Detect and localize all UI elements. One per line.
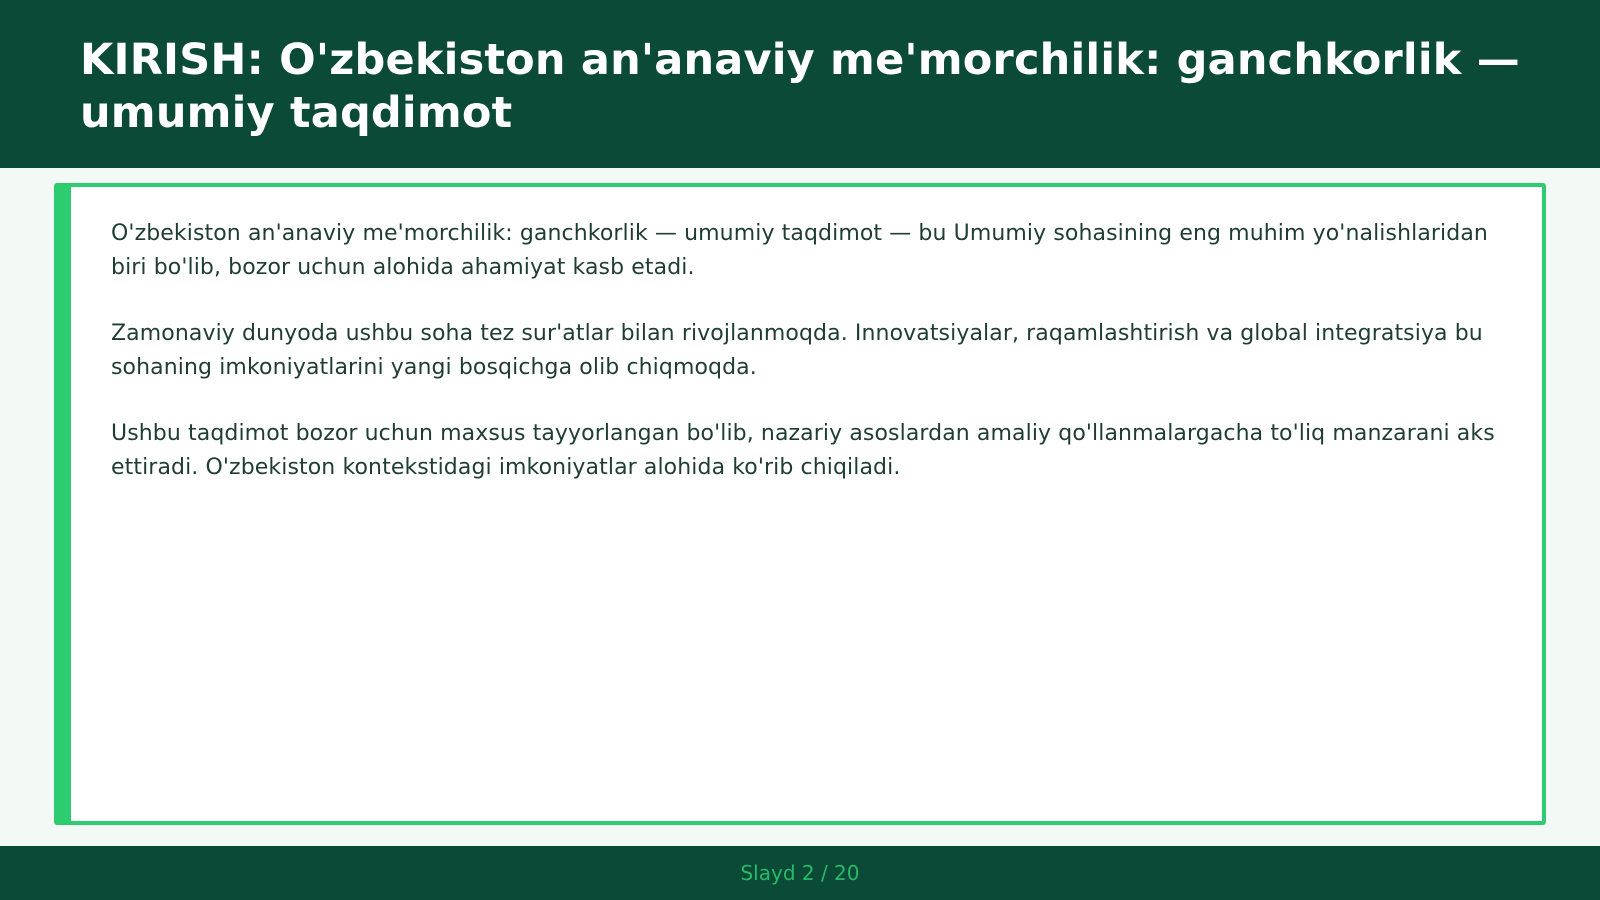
content-card (54, 183, 1546, 825)
slide-number: Slayd 2 / 20 (740, 861, 860, 885)
slide-header (0, 0, 1600, 168)
slide-title: KIRISH: O'zbekiston an'anaviy me'morchilik: ganchkorlik — umumiy taqdimot (80, 35, 1520, 138)
content-paragraph-3: Ushbu taqdimot bozor uchun maxsus tayyorlangan bo'lib, nazariy asoslardan amaliy qo'llanmalargacha to'liq manzarani aks ettiradi. O'zbekiston kontekstidagi imkoniyatlar alohida ko'rib chiqiladi. (111, 421, 1495, 480)
content-paragraph-2: Zamonaviy dunyoda ushbu soha tez sur'atlar bilan rivojlanmoqda. Innovatsiyalar, raqamlashtirish va global integratsiya bu sohaning imkoniyatlarini yangi bosqichga olib chiqmoqda. (111, 321, 1483, 380)
content-paragraph-1: O'zbekiston an'anaviy me'morchilik: ganchkorlik — umumiy taqdimot — bu Umumiy sohasining eng muhim yo'nalishlaridan biri bo'lib, bozor uchun alohida ahamiyat kasb etadi. (111, 221, 1488, 280)
slide-footer (0, 846, 1600, 900)
